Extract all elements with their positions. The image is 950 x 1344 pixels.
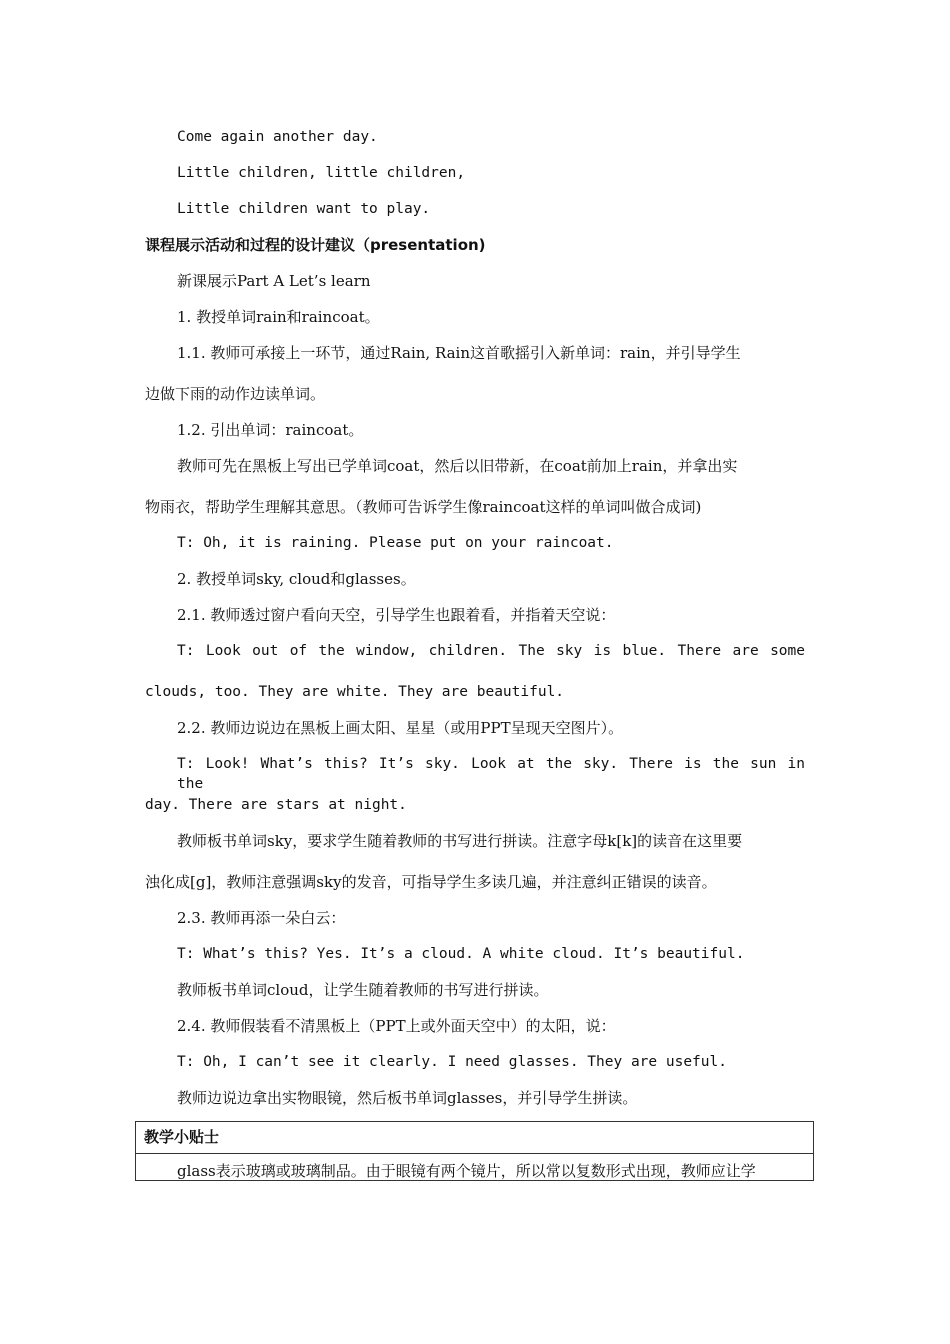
teaching-tip-box [135, 1121, 814, 1181]
paragraph-step-2-1: 2.1. 教师透过窗户看向天空，引导学生也跟着看，并指着天空说： [177, 606, 616, 624]
teaching-tip-text: glass表示玻璃或玻璃制品。由于眼镜有两个镜片，所以常以复数形式出现，教师应让学 [177, 1162, 756, 1180]
paragraph-coat: 教师可先在黑板上写出已学单词coat，然后以旧带新，在coat前加上rain，并拿出实 [177, 457, 738, 475]
paragraph-step-1-1-cont: 边做下雨的动作边读单词。 [145, 385, 326, 403]
paragraph-intro: 新课展示Part A Let’s learn [177, 272, 371, 290]
paragraph-cloud-spelling: 教师板书单词cloud，让学生随着教师的书写进行拼读。 [177, 981, 549, 999]
song-line-1: Come again another day. [177, 129, 378, 145]
section-heading: 课程展示活动和过程的设计建议（presentation) [145, 236, 486, 254]
song-line-3: Little children want to play. [177, 201, 431, 217]
paragraph-step-1-1: 1.1. 教师可承接上一环节，通过Rain, Rain这首歌摇引入新单词：rain，并引导学生 [177, 344, 741, 362]
paragraph-coat-cont: 物雨衣，帮助学生理解其意思。（教师可告诉学生像raincoat这样的单词叫做合成词) [145, 498, 702, 516]
paragraph-glasses-spelling: 教师边说边拿出实物眼镜，然后板书单词glasses，并引导学生拼读。 [177, 1089, 638, 1107]
paragraph-step-2: 2. 教授单词sky, cloud和glasses。 [177, 570, 416, 588]
paragraph-step-1-2: 1.2. 引出单词：raincoat。 [177, 421, 364, 439]
paragraph-step-2-2: 2.2. 教师边说边在黑板上画太阳、星星（或用PPT呈现天空图片）。 [177, 719, 624, 737]
teaching-tip-divider [136, 1153, 813, 1154]
dialogue-window: T: Look out of the window, children. The sky is blue. There are some [177, 643, 805, 659]
paragraph-step-1: 1. 教授单词rain和raincoat。 [177, 308, 380, 326]
paragraph-step-2-4: 2.4. 教师假装看不清黑板上（PPT上或外面天空中）的太阳，说： [177, 1017, 616, 1035]
dialogue-sky-cont: day. There are stars at night. [145, 797, 407, 813]
song-line-2: Little children, little children, [177, 165, 466, 181]
teaching-tip-title: 教学小贴士 [144, 1128, 220, 1146]
dialogue-sky: T: Look! What’s this? It’s sky. Look at the sky. There is the sun in the [177, 756, 805, 792]
dialogue-cloud: T: What’s this? Yes. It’s a cloud. A white cloud. It’s beautiful. [177, 946, 745, 962]
paragraph-sky-spelling-cont: 浊化成[g]，教师注意强调sky的发音，可指导学生多读几遍，并注意纠正错误的读音。 [145, 873, 717, 891]
dialogue-raincoat: T: Oh, it is raining. Please put on your raincoat. [177, 535, 614, 551]
paragraph-step-2-3: 2.3. 教师再添一朵白云： [177, 909, 346, 927]
dialogue-window-cont: clouds, too. They are white. They are beautiful. [145, 684, 565, 700]
dialogue-glasses: T: Oh, I can’t see it clearly. I need glasses. They are useful. [177, 1054, 727, 1070]
paragraph-sky-spelling: 教师板书单词sky，要求学生随着教师的书写进行拼读。注意字母k[k]的读音在这里要 [177, 832, 743, 850]
